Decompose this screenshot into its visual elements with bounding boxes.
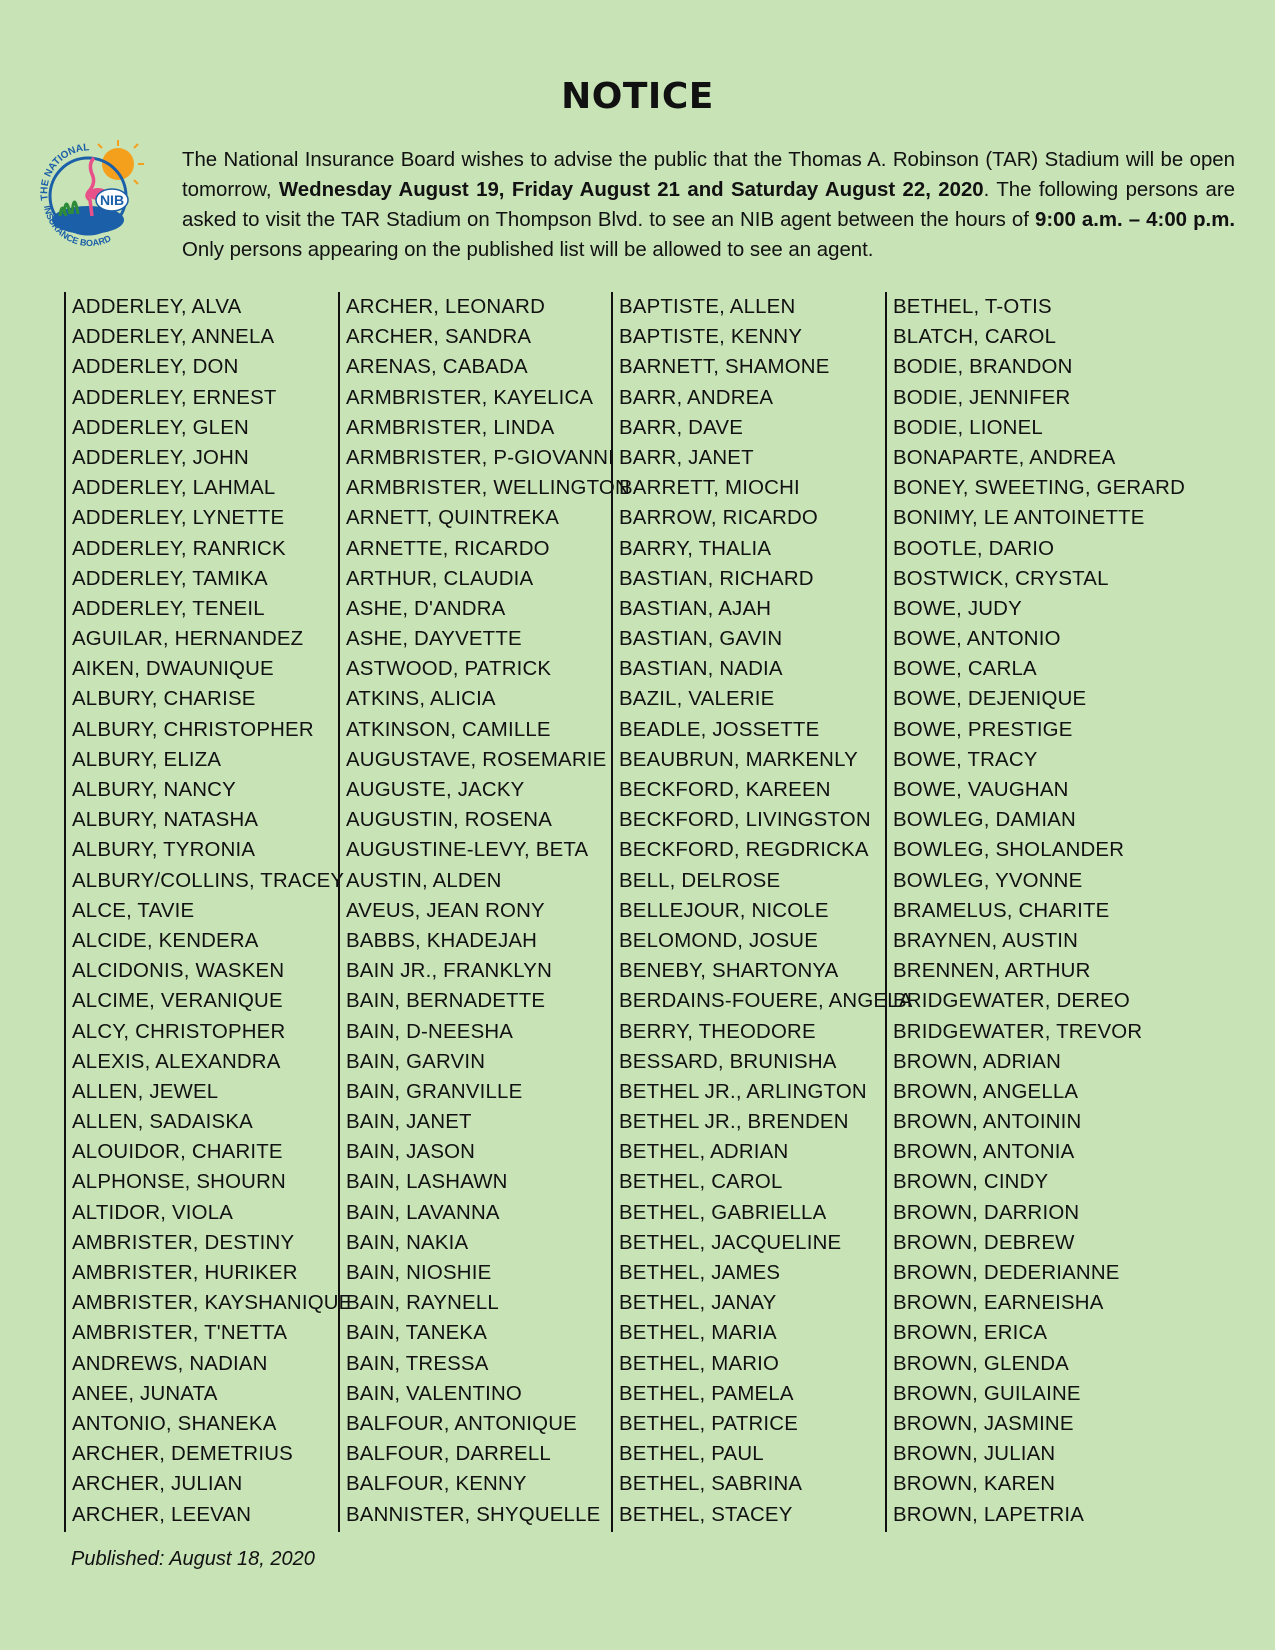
name-entry: ALBURY, NATASHA <box>72 809 259 832</box>
name-entry: BALFOUR, KENNY <box>346 1473 527 1496</box>
name-entry: BROWN, ADRIAN <box>893 1050 1062 1073</box>
name-entry: BONAPARTE, ANDREA <box>893 446 1116 469</box>
name-entry: ADDERLEY, JOHN <box>72 446 249 469</box>
name-entry: BRIDGEWATER, TREVOR <box>893 1020 1143 1043</box>
name-entry: BETHEL, CAROL <box>619 1171 783 1194</box>
name-entry: BROWN, EARNEISHA <box>893 1292 1104 1315</box>
name-entry: ALBURY, CHARISE <box>72 688 256 711</box>
name-entry: ARCHER, SANDRA <box>346 326 532 349</box>
name-entry: BAIN, BERNADETTE <box>346 990 546 1013</box>
name-entry: AMBRISTER, KAYSHANIQUE <box>72 1292 353 1315</box>
name-entry: ASHE, DAYVETTE <box>346 628 522 651</box>
name-entry: BAIN JR., FRANKLYN <box>346 960 553 983</box>
name-entry: BASTIAN, GAVIN <box>619 628 783 651</box>
name-entry: ALCE, TAVIE <box>72 899 195 922</box>
name-entry: ADDERLEY, RANRICK <box>72 537 286 560</box>
name-entry: BROWN, GLENDA <box>893 1352 1069 1375</box>
name-entry: BROWN, ANTONIA <box>893 1141 1075 1164</box>
name-entry: AMBRISTER, DESTINY <box>72 1231 295 1254</box>
name-entry: ADDERLEY, LAHMAL <box>72 477 276 500</box>
name-entry: AIKEN, DWAUNIQUE <box>72 658 274 681</box>
name-entry: BROWN, JULIAN <box>893 1443 1056 1466</box>
name-entry: BRAYNEN, AUSTIN <box>893 929 1079 952</box>
name-entry: AUGUSTAVE, ROSEMARIE <box>346 748 607 771</box>
name-entry: BAIN, D-NEESHA <box>346 1020 514 1043</box>
name-entry: BAIN, TRESSA <box>346 1352 489 1375</box>
name-entry: BROWN, ERICA <box>893 1322 1048 1345</box>
name-entry: BAIN, GRANVILLE <box>346 1080 523 1103</box>
name-entry: BETHEL, JANAY <box>619 1292 777 1315</box>
name-entry: ATKINS, ALICIA <box>346 688 496 711</box>
name-column-3 <box>611 292 913 1532</box>
name-entry: BROWN, KAREN <box>893 1473 1056 1496</box>
name-entry: ADDERLEY, TAMIKA <box>72 567 268 590</box>
name-entry: BRIDGEWATER, DEREO <box>893 990 1130 1013</box>
name-entry: BROWN, LAPETRIA <box>893 1503 1085 1526</box>
name-entry: BABBS, KHADEJAH <box>346 929 538 952</box>
name-entry: BOWE, CARLA <box>893 658 1037 681</box>
name-entry: BONEY, SWEETING, GERARD <box>893 477 1186 500</box>
name-entry: ALTIDOR, VIOLA <box>72 1201 234 1224</box>
name-entry: BROWN, DARRION <box>893 1201 1080 1224</box>
name-entry: BALFOUR, ANTONIQUE <box>346 1412 577 1435</box>
name-entry: BARR, JANET <box>619 446 754 469</box>
logo-center-text: NIB <box>99 192 125 208</box>
logo-bottom-text: INSURANCE BOARD <box>42 204 113 248</box>
name-entry: ALLEN, JEWEL <box>72 1080 219 1103</box>
name-entry: ARCHER, LEEVAN <box>72 1503 252 1526</box>
name-entry: BETHEL, MARIO <box>619 1352 780 1375</box>
name-column-4 <box>885 292 1185 1532</box>
name-entry: AUSTIN, ALDEN <box>346 869 502 892</box>
name-entry: AVEUS, JEAN RONY <box>346 899 545 922</box>
intro-text-2: . The following persons are asked to visit the TAR Stadium on Thompson Blvd. to see an NIB agent between the hours of <box>182 179 1236 231</box>
name-entry: ALBURY/COLLINS, TRACEY <box>72 869 345 892</box>
page-title: NOTICE <box>561 76 714 117</box>
name-entry: ARNETT, QUINTREKA <box>346 507 559 530</box>
name-entry: BETHEL, MARIA <box>619 1322 777 1345</box>
name-entry: BOWE, JUDY <box>893 597 1022 620</box>
name-entry: BAIN, NIOSHIE <box>346 1262 492 1284</box>
name-entry: ALPHONSE, SHOURN <box>72 1171 286 1194</box>
name-entry: ANTONIO, SHANEKA <box>72 1412 277 1435</box>
name-entry: BAIN, VALENTINO <box>346 1382 522 1405</box>
name-entry: AMBRISTER, HURIKER <box>72 1262 298 1284</box>
name-entry: ADDERLEY, LYNETTE <box>72 507 285 530</box>
name-entry: BRAMELUS, CHARITE <box>893 899 1110 922</box>
name-entry: BROWN, DEBREW <box>893 1231 1075 1254</box>
name-entry: AUGUSTIN, ROSENA <box>346 809 553 832</box>
name-entry: BETHEL, ADRIAN <box>619 1141 789 1164</box>
name-entry: AGUILAR, HERNANDEZ <box>72 628 304 651</box>
name-entry: BASTIAN, NADIA <box>619 658 783 681</box>
name-entry: BARR, ANDREA <box>619 386 774 409</box>
name-entry: BECKFORD, REGDRICKA <box>619 839 869 862</box>
name-entry: BEADLE, JOSSETTE <box>619 718 820 741</box>
name-entry: BAPTISTE, KENNY <box>619 326 803 349</box>
name-entry: ALBURY, CHRISTOPHER <box>72 718 314 741</box>
name-entry: BENEBY, SHARTONYA <box>619 960 839 983</box>
name-entry: BROWN, GUILAINE <box>893 1382 1081 1405</box>
name-entry: BAIN, JANET <box>346 1111 472 1134</box>
name-entry: BECKFORD, LIVINGSTON <box>619 809 871 832</box>
name-entry: ARMBRISTER, WELLINGTON <box>346 477 630 500</box>
name-entry: BROWN, JASMINE <box>893 1412 1074 1435</box>
svg-text:THE NATIONAL <box>39 142 90 201</box>
name-entry: ALBURY, NANCY <box>72 779 236 801</box>
name-entry: BROWN, ANTOININ <box>893 1111 1082 1134</box>
name-entry: BAIN, GARVIN <box>346 1050 486 1073</box>
name-entry: BESSARD, BRUNISHA <box>619 1050 837 1073</box>
name-entry: BOWLEG, YVONNE <box>893 869 1083 892</box>
name-entry: BELL, DELROSE <box>619 869 781 892</box>
name-entry: ALCIDONIS, WASKEN <box>72 960 285 983</box>
name-entry: BERRY, THEODORE <box>619 1020 816 1043</box>
name-entry: ARMBRISTER, P-GIOVANNI <box>346 446 614 469</box>
name-entry: ASHE, D'ANDRA <box>346 597 506 620</box>
name-entry: BERDAINS-FOUERE, ANGELA <box>619 990 913 1013</box>
name-entry: BAIN, JASON <box>346 1141 476 1164</box>
name-entry: ARTHUR, CLAUDIA <box>346 567 534 590</box>
intro-text-3: Only persons appearing on the published list will be allowed to see an agent. <box>182 239 874 261</box>
name-entry: BETHEL, PAUL <box>619 1443 764 1466</box>
name-entry: BARRETT, MIOCHI <box>619 477 800 500</box>
name-entry: ARCHER, JULIAN <box>72 1473 243 1496</box>
nib-logo <box>30 134 150 254</box>
name-entry: BARR, DAVE <box>619 416 743 439</box>
name-entry: ARENAS, CABADA <box>346 356 528 379</box>
name-entry: BOWLEG, SHOLANDER <box>893 839 1125 862</box>
name-entry: BETHEL, PAMELA <box>619 1382 794 1405</box>
name-entry: BROWN, ANGELLA <box>893 1080 1079 1103</box>
name-entry: ANDREWS, NADIAN <box>72 1352 268 1375</box>
name-entry: BODIE, JENNIFER <box>893 386 1071 409</box>
name-entry: BROWN, CINDY <box>893 1171 1049 1194</box>
name-entry: BASTIAN, AJAH <box>619 597 772 620</box>
name-entry: ASTWOOD, PATRICK <box>346 658 552 681</box>
name-entry: BRENNEN, ARTHUR <box>893 960 1091 983</box>
intro-text-1: The National Insurance Board wishes to advise the public that the Thomas A. Robinson (TAR) Stadium will be open tomorrow, <box>182 149 1235 201</box>
name-entry: ADDERLEY, ANNELA <box>72 326 275 349</box>
name-entry: BALFOUR, DARRELL <box>346 1443 551 1466</box>
intro-dates: Wednesday August 19, Friday August 21 and Saturday August 22, 2020 <box>278 179 984 201</box>
name-entry: BAIN, NAKIA <box>346 1231 469 1254</box>
name-entry: BROWN, DEDERIANNE <box>893 1262 1120 1284</box>
name-entry: BARROW, RICARDO <box>619 507 818 530</box>
published-date: Published: August 18, 2020 <box>71 1548 315 1570</box>
name-entry: BETHEL, SABRINA <box>619 1473 803 1496</box>
name-entry: ALCY, CHRISTOPHER <box>72 1020 286 1043</box>
name-entry: ALLEN, SADAISKA <box>72 1111 253 1134</box>
name-entry: BETHEL, GABRIELLA <box>619 1201 827 1224</box>
name-entry: AUGUSTE, JACKY <box>346 779 525 801</box>
name-entry: BOWE, TRACY <box>893 748 1038 771</box>
name-entry: ADDERLEY, ERNEST <box>72 386 277 409</box>
intro-hours: 9:00 a.m. – 4:00 p.m. <box>1035 209 1235 231</box>
name-entry: BOSTWICK, CRYSTAL <box>893 567 1109 590</box>
name-entry: ALOUIDOR, CHARITE <box>72 1141 283 1164</box>
name-entry: BODIE, BRANDON <box>893 356 1073 379</box>
name-entry: ARCHER, DEMETRIUS <box>72 1443 293 1466</box>
logo-top-text: THE NATIONAL <box>39 142 90 201</box>
name-entry: BARRY, THALIA <box>619 537 772 560</box>
name-entry: BAIN, LASHAWN <box>346 1171 508 1194</box>
name-entry: ALEXIS, ALEXANDRA <box>72 1050 281 1073</box>
name-entry: ARCHER, LEONARD <box>346 296 546 318</box>
intro-paragraph <box>182 145 1235 265</box>
name-entry: AUGUSTINE-LEVY, BETA <box>346 839 589 862</box>
name-entry: ARNETTE, RICARDO <box>346 537 550 560</box>
name-entry: AMBRISTER, T'NETTA <box>72 1322 288 1345</box>
name-entry: BETHEL, JAMES <box>619 1262 781 1284</box>
name-entry: BOWE, PRESTIGE <box>893 718 1073 741</box>
name-entry: BETHEL, JACQUELINE <box>619 1231 842 1254</box>
name-entry: BARNETT, SHAMONE <box>619 356 830 379</box>
name-entry: BELOMOND, JOSUE <box>619 929 819 952</box>
name-entry: ALCIME, VERANIQUE <box>72 990 283 1013</box>
name-entry: BELLEJOUR, NICOLE <box>619 899 829 922</box>
name-entry: ADDERLEY, ALVA <box>72 296 242 318</box>
name-entry: BEAUBRUN, MARKENLY <box>619 748 858 771</box>
name-column-1 <box>64 292 352 1532</box>
name-entry: ANEE, JUNATA <box>72 1382 218 1405</box>
name-entry: BODIE, LIONEL <box>893 416 1043 439</box>
name-entry: ADDERLEY, TENEIL <box>72 597 265 620</box>
name-entry: BAPTISTE, ALLEN <box>619 296 796 318</box>
name-entry: ADDERLEY, GLEN <box>72 416 249 439</box>
name-entry: BOWE, VAUGHAN <box>893 779 1069 801</box>
name-entry: BLATCH, CAROL <box>893 326 1057 349</box>
name-entry: BOWE, DEJENIQUE <box>893 688 1087 711</box>
name-entry: BAIN, LAVANNA <box>346 1201 500 1224</box>
name-entry: BECKFORD, KAREEN <box>619 779 831 801</box>
name-entry: BETHEL, PATRICE <box>619 1412 798 1435</box>
name-entry: BAIN, TANEKA <box>346 1322 488 1345</box>
name-entry: ALBURY, ELIZA <box>72 748 222 771</box>
name-entry: ALCIDE, KENDERA <box>72 929 259 952</box>
name-entry: BETHEL, STACEY <box>619 1503 793 1526</box>
name-entry: BOWLEG, DAMIAN <box>893 809 1076 832</box>
name-entry: BONIMY, LE ANTOINETTE <box>893 507 1145 530</box>
name-entry: BETHEL JR., ARLINGTON <box>619 1080 867 1103</box>
name-column-2 <box>338 292 630 1532</box>
name-entry: BAZIL, VALERIE <box>619 688 775 711</box>
name-entry: BOWE, ANTONIO <box>893 628 1061 651</box>
name-entry: BOOTLE, DARIO <box>893 537 1055 560</box>
name-entry: ALBURY, TYRONIA <box>72 839 256 862</box>
name-entry: ATKINSON, CAMILLE <box>346 718 551 741</box>
name-entry: ARMBRISTER, KAYELICA <box>346 386 594 409</box>
name-entry: BAIN, RAYNELL <box>346 1292 499 1315</box>
name-entry: BETHEL, T-OTIS <box>893 296 1052 318</box>
name-entry: ADDERLEY, DON <box>72 356 239 379</box>
name-entry: BETHEL JR., BRENDEN <box>619 1111 849 1134</box>
name-entry: BANNISTER, SHYQUELLE <box>346 1503 601 1526</box>
name-entry: ARMBRISTER, LINDA <box>346 416 555 439</box>
name-entry: BASTIAN, RICHARD <box>619 567 814 590</box>
